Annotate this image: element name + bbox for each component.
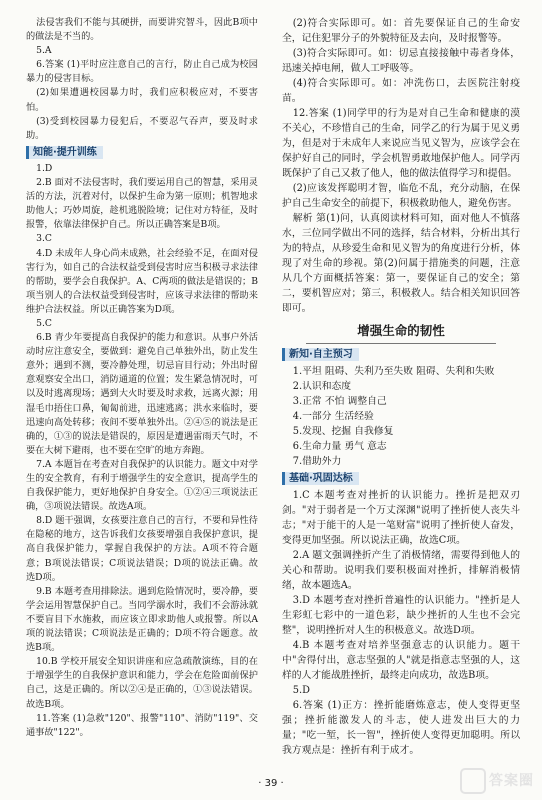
answer-paragraph: 6.答案 (1)平时应注意自己的言行，防止自己成为校园暴力的侵害目标。 [26,59,258,85]
answer-paragraph: 1.C 本题考查对挫折的认识能力。挫折是把双刃剑。"对于弱者是一个万丈深渊"说明了挫折使人丧失斗志；"对于能干的人是一笔财富"说明了挫折使人奋发，变得更加坚强。所以说法正确，故选C项。 [282,490,520,546]
watermark-logo: 答案圈 [460,768,534,794]
answer-paragraph: 4.D 未成年人身心尚未成熟，社会经验不足，在面对侵害行为，如自己的合法权益受到侵害时应当积极寻求法律的帮助，要学会自我保护。A、C两项的做法是错误的；B项当别人的合法权益受到侵害时，应该寻求法律的帮助来维护合法权益。所以正确答案为D项。 [26,247,258,315]
page-number: · 39 · [258,778,284,789]
answer-paragraph: (2)应该发挥聪明才智，临危不乱，充分动脑，在保护自己生命安全的前提下，积极救助他人，避免伤害。 [282,183,520,209]
answer-paragraph: 1.平坦 阻碍、失利乃至失败 阻碍、失利和失败 [292,366,495,377]
answer-paragraph: 3.正常 不怕 调整自己 [292,396,387,407]
answer-paragraph: 7.A 本题旨在考查对自我保护的认识能力。题文中对学生的安全教育，有利于增强学生的安全意识，提高学生的自我保护能力，更好地保护自身安全。①②④三项说法正确，③项说法错误。故选A项。 [26,458,258,513]
answer-paragraph: (4)符合实际即可。如：冲洗伤口，去医院注射疫苗。 [282,78,520,104]
section-tag: 新知·自主预习 [282,348,359,361]
answer-paragraph: 9.B 本题考查用排除法。遇到危险情况时，要冷静，要学会运用智慧保护自己。当同学溺水时，我们不会游泳就不要盲目下水施救，而应该立即求助他人或报警。所以A项的说法错误；C项说法是正确的；D项不符合题意。故选B项。 [26,585,258,654]
chapter-divider [306,343,496,344]
answer-paragraph: (2)如果遭遇校园暴力时，我们应积极应对，不要害怕。 [26,87,258,113]
answer-paragraph: 4.B 本题考查对培养坚强意志的认识能力。题干中"舍得付出，意志坚强的人"就是指意志坚强的人，这样的人才能战胜挫折，最终走向成功，故选B项。 [282,640,520,681]
answer-paragraph: 3.D 本题考查对挫折普遍性的认识能力。"挫折是人生彩虹七彩中的一道色彩，缺少挫折的人生也不会完整"，说明挫折对人生的积极意义。故选D项。 [282,595,520,636]
answer-paragraph: 法侵害我们不能与其硬拼，而要讲究智斗，因此B项中的做法是不当的。 [26,17,258,43]
answer-paragraph: 10.B 学校开展安全知识讲座和应急疏散演练，目的在于增强学生的自我保护意识和能力，学会在危险面前保护自己，这是正确的。所以②④是正确的，①③说法错误。故选B项。 [26,656,258,710]
answer-paragraph: 12.答案 (1)同学甲的行为是对自己生命和健康的漠不关心，不珍惜自己的生命，同学乙的行为属于见义勇为，但是对于未成年人来说应当见义智为，应该学会在保护好自己的同时，学会机智勇敢地保护他人。同学丙既保护了自己又救了他人，他的做法值得学习和提倡。 [282,108,520,179]
answer-paragraph: 4.一部分 生活经验 [292,411,374,422]
section-tag-wrap [26,144,258,160]
answer-paragraph: 2.认识和态度 [292,381,352,392]
answer-paragraph: 解析 第(1)问，认真阅读材料可知，面对他人不慎落水，三位同学做出不同的选择，结合材料，分析出其行为的特点，从珍爱生命和见义智为的角度进行分析，体现了对生命的珍视。第(2)问属于措施类的问题，注意从几个方面概括答案：第一，要保证自己的安全；第二，要机智应对；第三，积极救人。结合相关知识回答即可。 [282,213,520,314]
answer-paragraph: 1.D [36,162,53,174]
section-tag-wrap [282,470,520,486]
right-column [282,16,520,758]
left-column [26,16,258,740]
section-tag: 基础·巩固达标 [282,472,359,485]
answer-paragraph: (2)符合实际即可。如：首先要保证自己的生命安全，记住犯罪分子的外貌特征及去向，及时报警等。 [282,18,520,44]
answer-paragraph: (3)受到校园暴力侵犯后，不要忍气吞声，要及时求助。 [26,115,258,141]
answer-paragraph: 5.C [36,317,52,329]
answer-paragraph: 2.B 面对不法侵害时，我们要运用自己的智慧，采用灵活的方法，沉着对付，以保护生命为第一原则；机智地求助他人；巧妙周旋，趁机逃脱险境；记住对方特征，及时报警，依靠法律保护自己。所以正确答案是B项。 [26,177,258,231]
answer-paragraph: 6.生命力量 勇气 意志 [292,441,387,452]
answer-paragraph: 8.D 题干强调，女孩要注意自己的言行，不要和异性待在隐秘的地方，这告诉我们女孩要增强自我保护意识，提高自我保护能力，掌握自我保护的方法。A项不符合题意；B项说法错误；C项说法错误；D项的说法正确。故选D项。 [26,515,258,583]
chapter-title: 增强生命的韧性 [357,323,445,338]
answer-paragraph: 6.B 青少年要提高自我保护的能力和意识。从事户外活动时应注意安全，要做到：避免自己单独外出，防止发生意外；遇到不测，要冷静处理，切忌盲目行动；外出时留意观察安全出口，消防通道的位置；发生紧急情况时，可以及时逃离现场；遇到大火时要及时求救，远离火源；用湿毛巾捂住口鼻，匍匐前进，迅速逃离；洪水来临时，要迅速向高处转移；夜间不要单独外出。②④⑤的说法是正确的，①③的说法是错误的，原因是遭遇雷雨天气时，不要在大树下避雨，也不要在空旷的地方奔跑。 [26,332,258,456]
answer-paragraph: 5.D [292,685,310,696]
answer-paragraph: 3.C [36,233,52,245]
section-tag-wrap [282,346,520,362]
answer-paragraph: 7.借助外力 [292,456,342,467]
answer-paragraph: 5.A [36,45,52,57]
answer-paragraph: 6.答案 (1)正方：挫折能磨炼意志，使人变得更坚强；挫折能激发人的斗志，使人进发出巨大的力量；"吃一堑，长一智"，挫折使人变得更加聪明。所以我方观点是：挫折有利于成才。 [282,700,520,756]
section-tag: 知能·提升训练 [26,146,103,159]
answer-paragraph: (3)符合实际即可。如：切忌直接接触中毒者身体，迅速关掉电闸，做人工呼吸等。 [282,48,520,74]
answer-paragraph: 2.A 题文强调挫折产生了消极情绪，需要得到他人的关心和帮助。说明我们要积极面对挫折，排解消极情绪，故本题选A。 [282,550,520,591]
answer-paragraph: 11.答案 (1)急救"120"、报警"110"、消防"119"、交通事故"122"。 [26,712,258,738]
answer-paragraph: 5.发现、挖掘 自我修复 [292,426,394,437]
